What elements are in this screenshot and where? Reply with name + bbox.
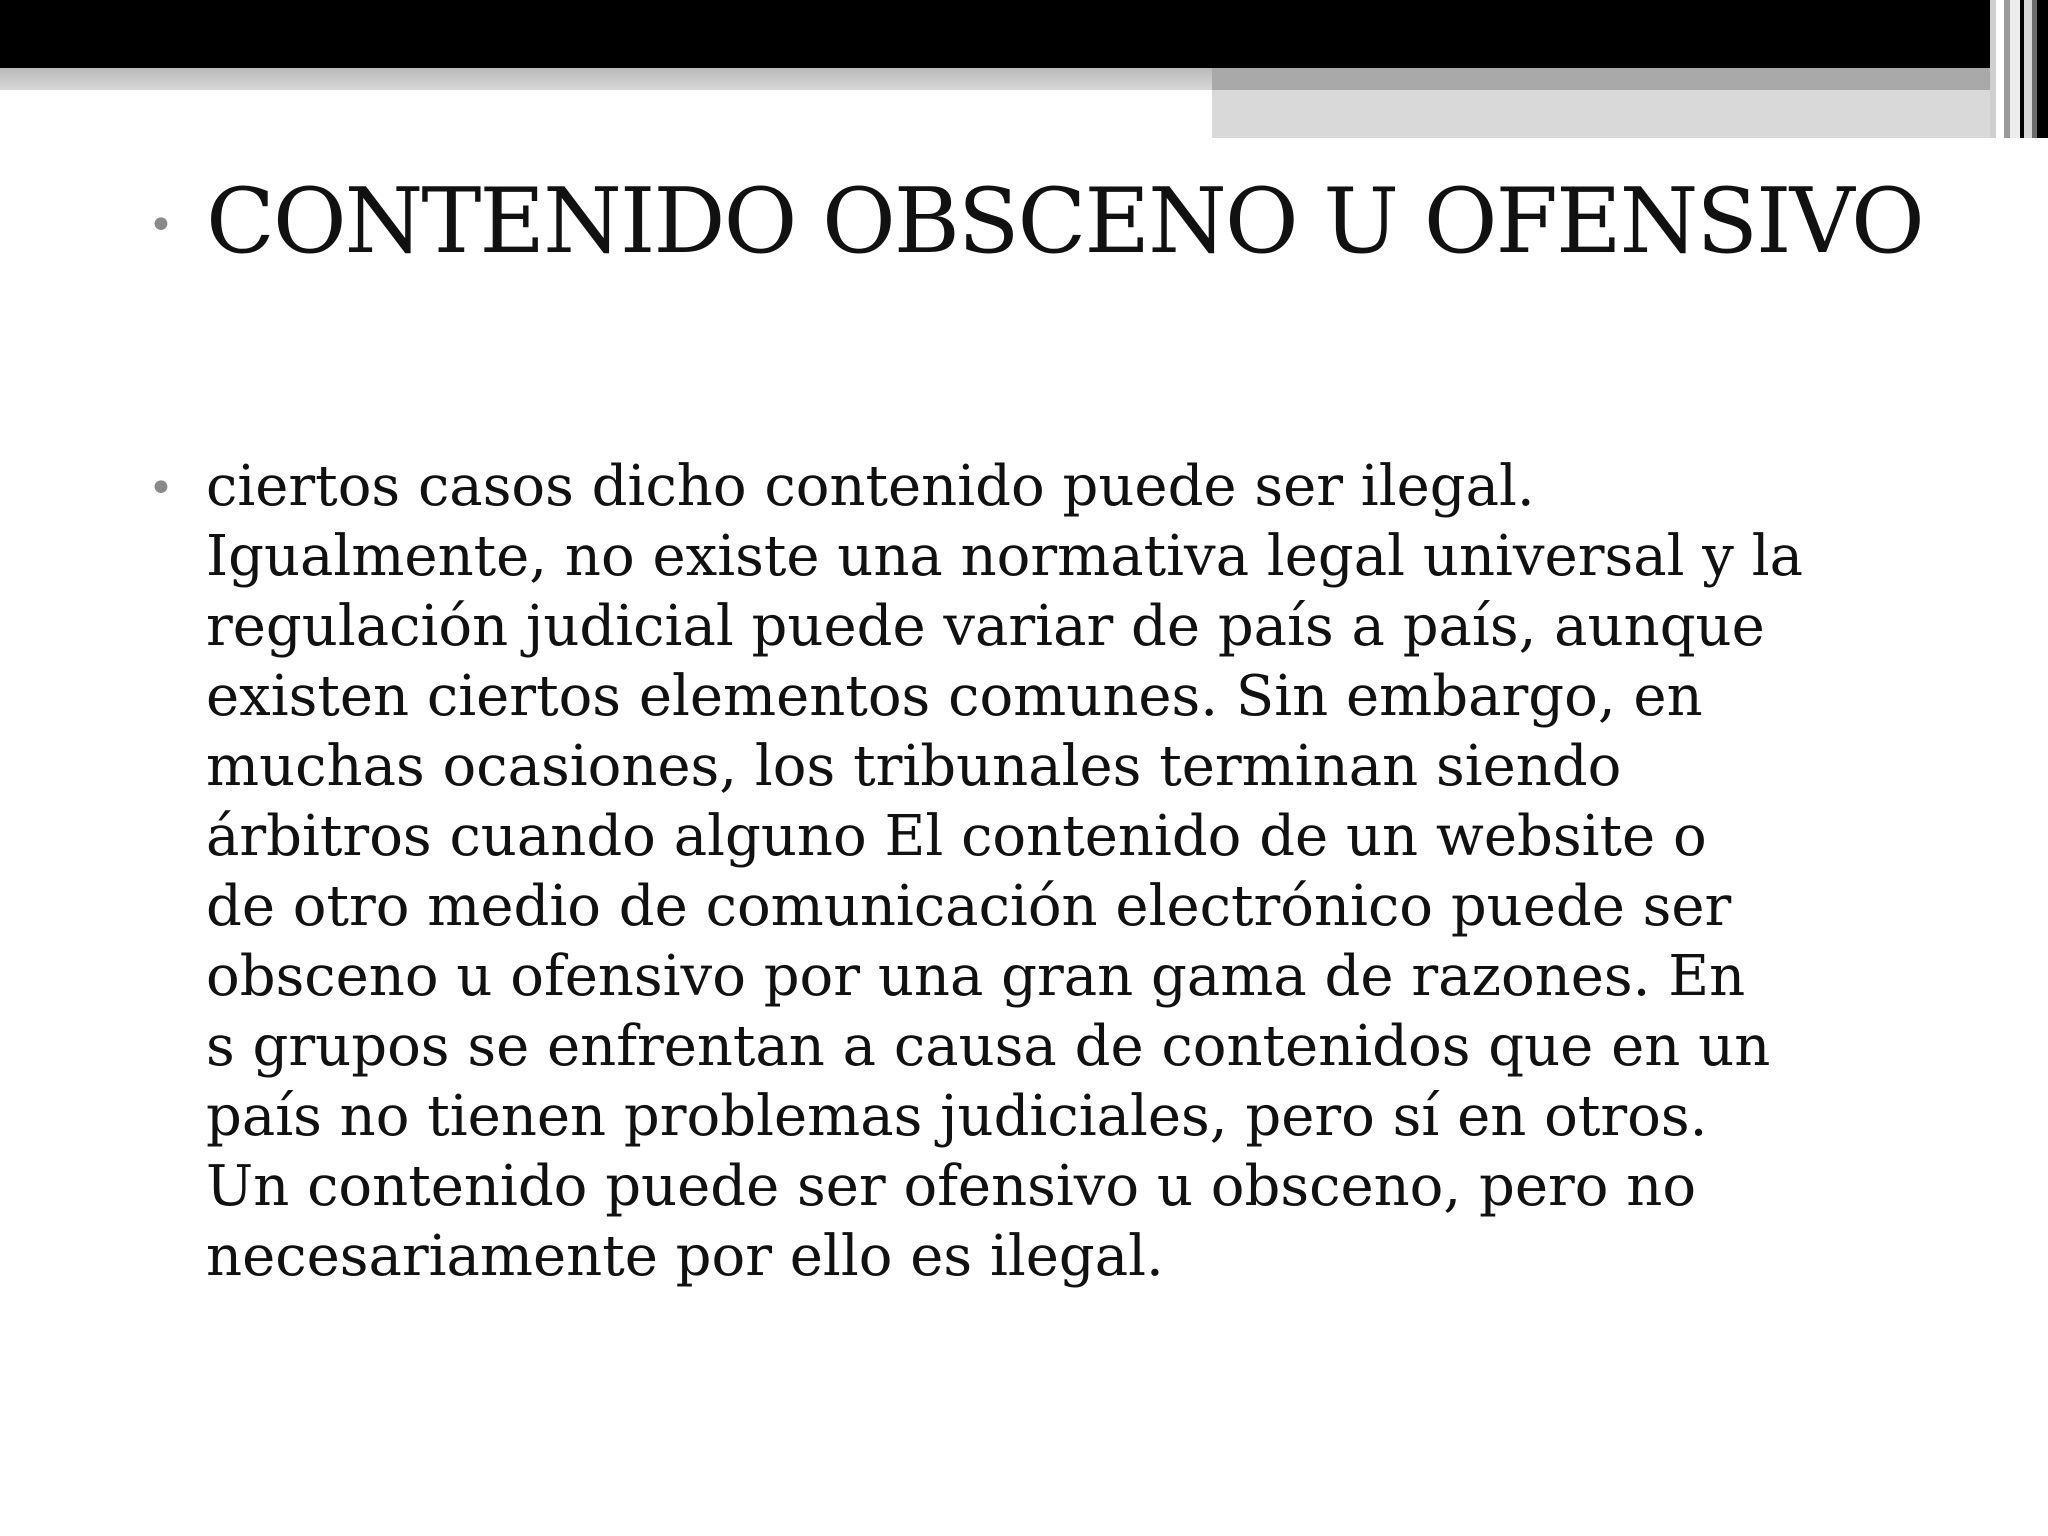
body-line: país no tienen problemas judiciales, pero sí en otros. [206, 1084, 1708, 1149]
body-line: existen ciertos elementos comunes. Sin embargo, en [206, 664, 1703, 729]
decorative-stripes [1990, 0, 2048, 138]
slide-title: CONTENIDO OBSCENO U OFENSIVO [206, 169, 1923, 274]
body-line: Un contenido puede ser ofensivo u obsceno, pero no [206, 1154, 1697, 1219]
body-line: árbitros cuando alguno El contenido de un website o [206, 804, 1707, 869]
top-gray-right-bar [1212, 90, 1990, 138]
body-line: s grupos se enfrentan a causa de contenidos que en un [206, 1014, 1771, 1079]
body-line: necesariamente por ello es ilegal. [206, 1224, 1164, 1289]
body-bullet [148, 452, 1946, 1292]
body-line: Igualmente, no existe una normativa legal universal y la [206, 524, 1804, 589]
title-bullet [148, 169, 1948, 274]
body-line: regulación judicial puede variar de país a país, aunque [206, 594, 1765, 659]
body-line: muchas ocasiones, los tribunales terminan siendo [206, 734, 1622, 799]
body-line: ciertos casos dicho contenido puede ser ilegal. [206, 454, 1535, 519]
body-line: obsceno u ofensivo por una gran gama de razones. En [206, 944, 1746, 1009]
body-line: de otro medio de comunicación electrónico puede ser [206, 874, 1732, 939]
top-black-bar [0, 0, 2048, 68]
bullet-icon: • [148, 200, 172, 251]
bullet-icon: • [148, 463, 174, 514]
top-gray-mid-bar [1212, 68, 1990, 90]
content-list [148, 169, 1948, 1292]
